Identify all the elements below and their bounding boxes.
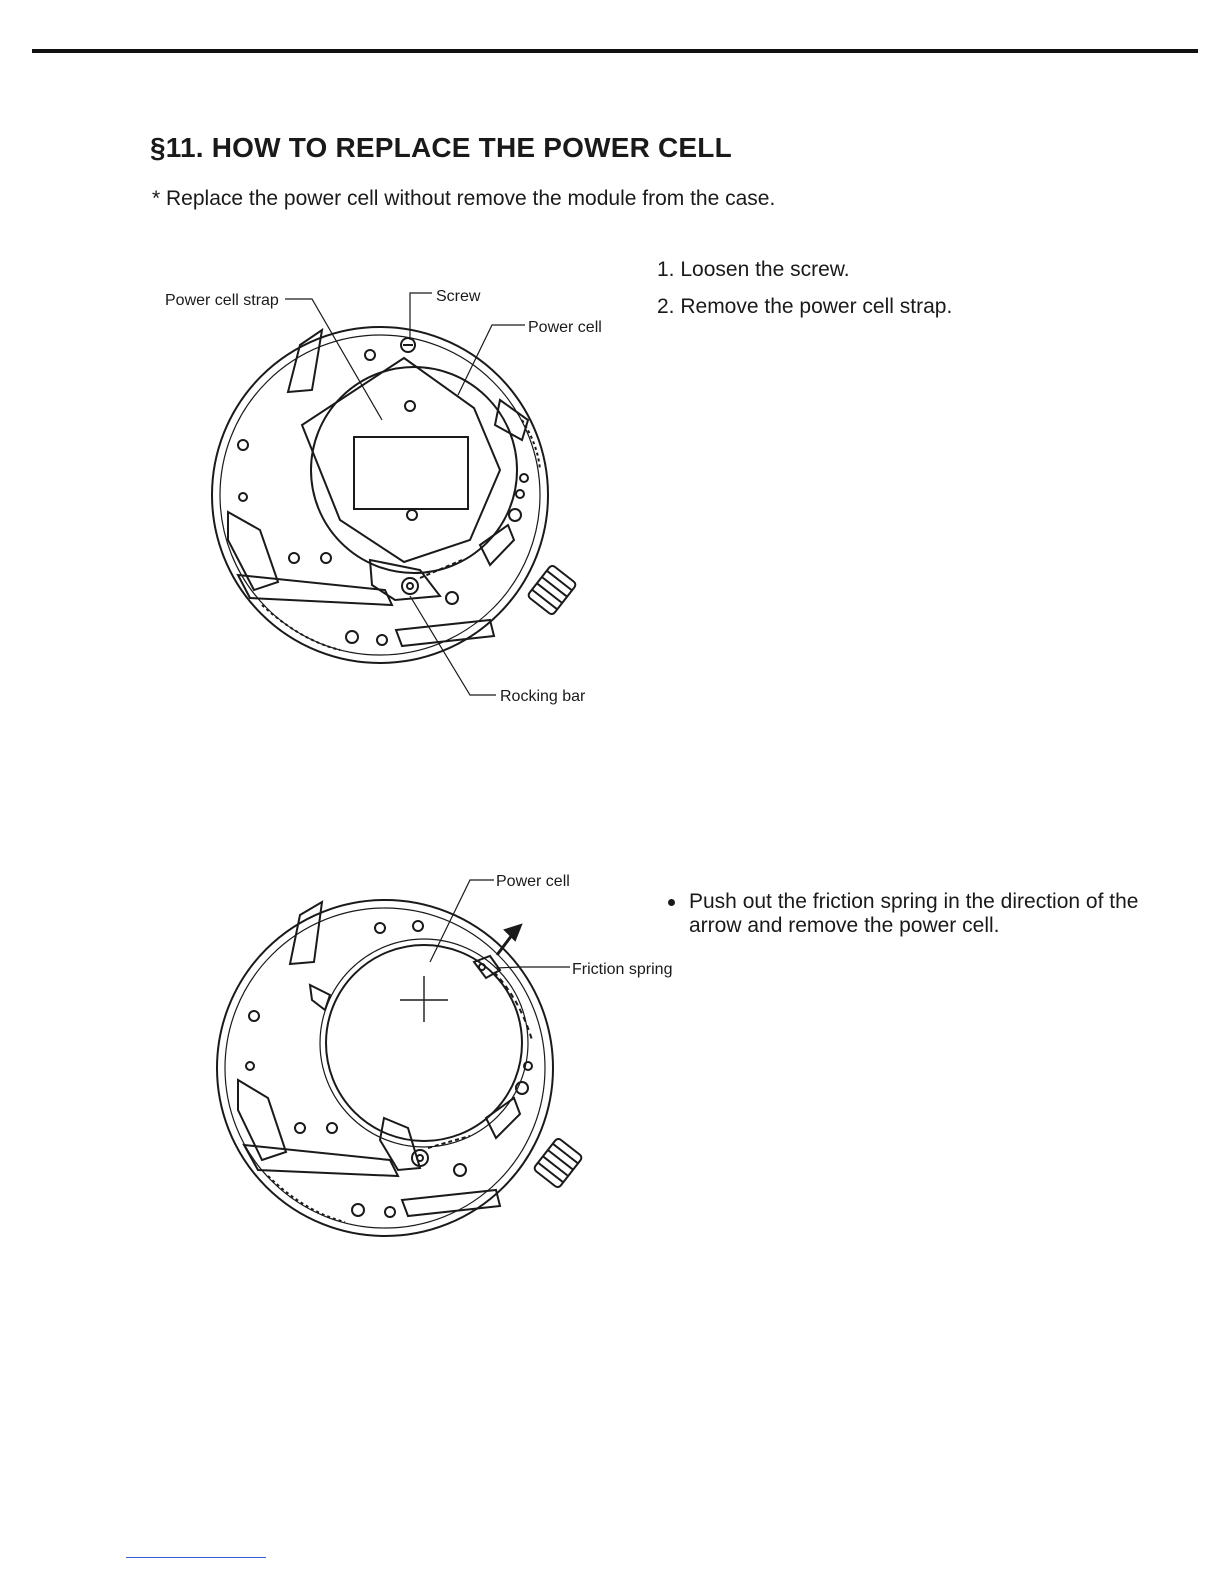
movement-outline: [217, 900, 553, 1236]
label-power-cell: Power cell: [528, 319, 602, 336]
step-list: [657, 258, 952, 332]
arrow-icon: [497, 925, 521, 955]
label-friction-spring: Friction spring: [572, 961, 673, 978]
label-power-cell-strap: Power cell strap: [165, 292, 279, 309]
label-screw: Screw: [436, 288, 481, 305]
bottom-underline: [126, 1557, 266, 1558]
crown-icon: [533, 1137, 583, 1188]
module-diagram-friction-spring: [200, 860, 680, 1250]
label-power-cell: Power cell: [496, 873, 570, 890]
movement-outline: [212, 327, 548, 663]
top-rule: [32, 49, 1198, 53]
instruction-text: Push out the friction spring in the direction of the arrow and remove the power cell.: [689, 890, 1139, 937]
step-item: 1. Loosen the screw.: [657, 258, 850, 281]
strap-window: [354, 437, 468, 509]
step-item: 2. Remove the power cell strap.: [657, 295, 953, 318]
page-title: §11. HOW TO REPLACE THE POWER CELL: [150, 132, 732, 163]
label-rocking-bar: Rocking bar: [500, 688, 586, 705]
crown-icon: [527, 564, 577, 615]
intro-note: * Replace the power cell without remove the module from the case.: [152, 187, 776, 210]
module-diagram-strap: [150, 270, 630, 720]
bullet-dot-icon: [668, 899, 675, 906]
instruction-bullet: [668, 890, 1148, 938]
